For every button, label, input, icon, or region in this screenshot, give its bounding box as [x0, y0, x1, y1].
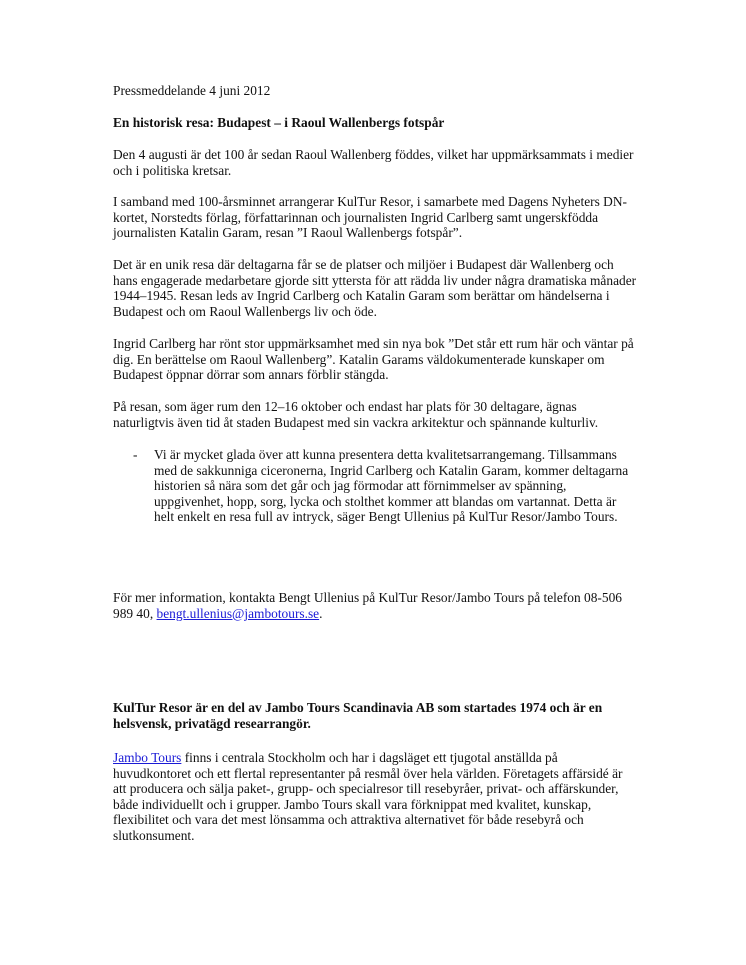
- dash-bullet: -: [133, 447, 138, 462]
- paragraph-book: Ingrid Carlberg har rönt stor uppmärksamhet med sin nya bok ”Det står ett rum här och väntar på dig. En berättelse om Raoul Wallenberg”. Katalin Garams väldokumenterade kunskaper om Budapest öppnar dörrar som annars förblir stängda.: [113, 336, 634, 383]
- contact-email-link[interactable]: bengt.ullenius@jambotours.se: [156, 605, 320, 621]
- about-company: [113, 750, 638, 844]
- quote-text: Vi är mycket glada över att kunna presentera detta kvalitetsarrangemang. Tillsammans med de sakkunniga ciceronerna, Ingrid Carlberg och Katalin Garam, kommer deltagarna historien så nära som det går och jag förmodar att förnimmelser av spänning, uppgivenhet, hopp, sorg, lycka och stolthet kommer att blandas om vartannat. Detta är helt enkelt en resa full av intryck, säger Bengt Ullenius på KulTur Resor/Jambo Tours.: [154, 447, 629, 525]
- headline: En historisk resa: Budapest – i Raoul Wallenbergs fotspår: [113, 115, 445, 130]
- contact-end: .: [319, 605, 323, 621]
- contact-info: [113, 590, 638, 621]
- press-date: Pressmeddelande 4 juni 2012: [113, 83, 271, 98]
- paragraph-unique-trip: Det är en unik resa där deltagarna får se de platser och miljöer i Budapest där Wallenberg och hans engagerade medarbetare gjorde sitt yttersta för att rädda liv under några dramatiska månader 1944–1945. Resan leds av Ingrid Carlberg och Katalin Garam som berättar om händelserna i Budapest och om Raoul Wallenbergs liv och öde.: [113, 257, 637, 319]
- about-company-text: finns i centrala Stockholm och har i dagsläget ett tjugotal anställda på huvudkontoret och ett flertal representanter på resmål över hela världen. Företagets affärsidé är att producera och sälja paket-, grupp- och specialresor till resebyråer, privat- och affärskunder, både individuellt och i grupper. Jambo Tours skall vara förknippat med kvalitet, kunskap, flexibilitet och vara det mest lönsamma och attraktiva alternativet för både resebyrå och slutkonsument.: [113, 750, 623, 843]
- paragraph-arrangement: I samband med 100-årsminnet arrangerar KulTur Resor, i samarbete med Dagens Nyheters DN-kortet, Norstedts förlag, författarinnan och journalisten Ingrid Carlberg samt ungerskfödda journalisten Katalin Garam, resan ”I Raoul Wallenbergs fotspår”.: [113, 194, 627, 241]
- jambo-tours-link[interactable]: Jambo Tours: [113, 750, 182, 765]
- contact-text: För mer information, kontakta Bengt Ullenius på KulTur Resor/Jambo Tours på telefon 08-506 989 40,: [113, 590, 622, 621]
- paragraph-trip-dates: På resan, som äger rum den 12–16 oktober och endast har plats för 30 deltagare, ägnas naturligtvis även tid åt staden Budapest med sin vackra arkitektur och spännande kulturliv.: [113, 399, 599, 430]
- about-heading: KulTur Resor är en del av Jambo Tours Scandinavia AB som startades 1974 och är en helsvensk, privatägd researrangör.: [113, 700, 603, 731]
- paragraph-intro: Den 4 augusti är det 100 år sedan Raoul Wallenberg föddes, vilket har uppmärksammats i medier och i politiska kretsar.: [113, 147, 634, 178]
